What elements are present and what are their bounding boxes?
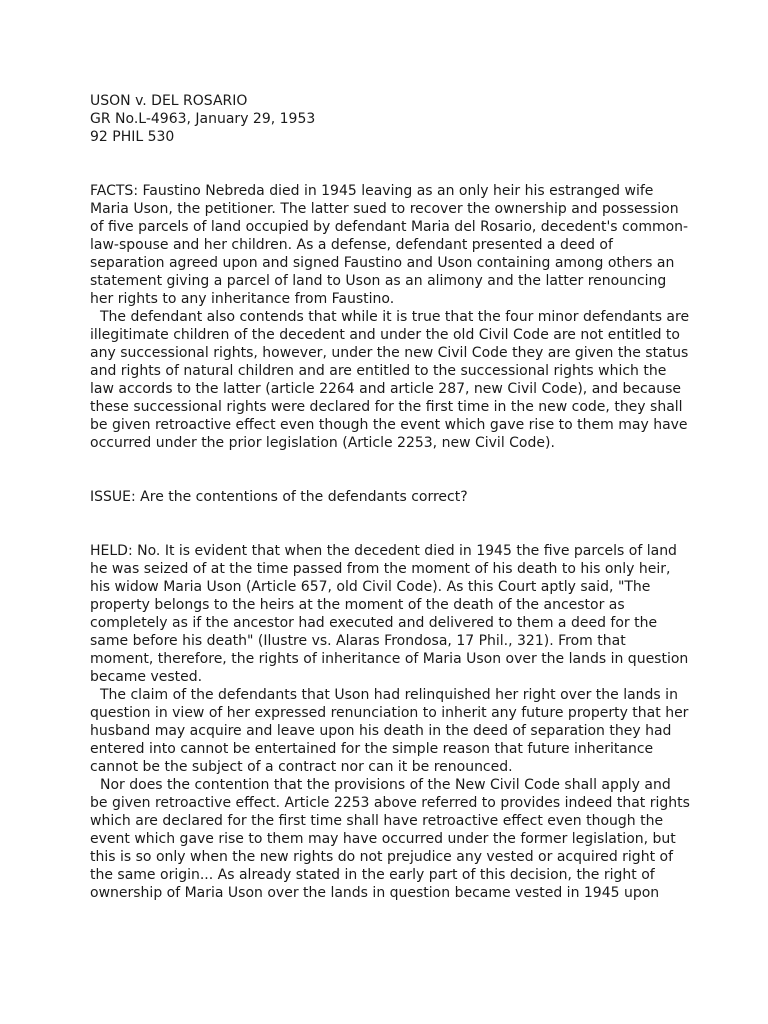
case-citation: 92 PHIL 530 <box>90 129 175 145</box>
case-title: USON v. DEL ROSARIO <box>90 93 248 109</box>
held-paragraph: Nor does the contention that the provisions of the New Civil Code shall apply and be given retroactive effect. Article 2253 above referred to provides indeed that rights which are declared for the first time shall have retroactive effect even though the event which gave rise to them may have occurred under the former legislation, but this is so only when the new rights do not prejudice any vested or acquired right of the same origin... As already stated in the early part of this decision, the right of ownership of Maria Uson over the lands in question became vested in 1945 upon <box>90 777 690 901</box>
issue-section <box>90 488 690 506</box>
facts-paragraph: FACTS: Faustino Nebreda died in 1945 leaving as an only heir his estranged wife Maria Uson, the petitioner. The latter sued to recover the ownership and possession of five parcels of land occupied by defendant Maria del Rosario, decedent's common-law-spouse and her children. As a defense, defendant presented a deed of separation agreed upon and signed Faustino and Uson containing among others an statement giving a parcel of land to Uson as an alimony and the latter renouncing her rights to any inheritance from Faustino. <box>90 183 689 307</box>
document-page <box>90 92 690 902</box>
spacer <box>90 452 690 488</box>
case-header <box>90 92 690 146</box>
facts-paragraph: The defendant also contends that while it is true that the four minor defendants are illegitimate children of the decedent and under the old Civil Code are not entitled to any successional rights, however, under the new Civil Code they are given the status and rights of natural children and are entitled to the successional rights which the law accords to the latter (article 2264 and article 287, new Civil Code), and because these successional rights were declared for the first time in the new code, they shall be given retroactive effect even though the event which gave rise to them may have occurred under the prior legislation (Article 2253, new Civil Code). <box>90 309 690 451</box>
held-paragraph: HELD: No. It is evident that when the decedent died in 1945 the five parcels of land he was seized of at the time passed from the moment of his death to his only heir, his widow Maria Uson (Article 657, old Civil Code). As this Court aptly said, "The property belongs to the heirs at the moment of the death of the ancestor as completely as if the ancestor had executed and delivered to them a deed for the same before his death" (Ilustre vs. Alaras Frondosa, 17 Phil., 321). From that moment, therefore, the rights of inheritance of Maria Uson over the lands in question became vested. <box>90 543 689 685</box>
spacer <box>90 506 690 542</box>
held-section <box>90 542 690 902</box>
facts-section <box>90 182 690 452</box>
held-paragraph: The claim of the defendants that Uson had relinquished her right over the lands in question in view of her expressed renunciation to inherit any future property that her husband may acquire and leave upon his death in the deed of separation they had entered into cannot be entertained for the simple reason that future inheritance cannot be the subject of a contract nor can it be renounced. <box>90 687 689 775</box>
issue-paragraph: ISSUE: Are the contentions of the defendants correct? <box>90 489 468 505</box>
case-gr-number: GR No.L-4963, January 29, 1953 <box>90 111 316 127</box>
spacer <box>90 146 690 182</box>
